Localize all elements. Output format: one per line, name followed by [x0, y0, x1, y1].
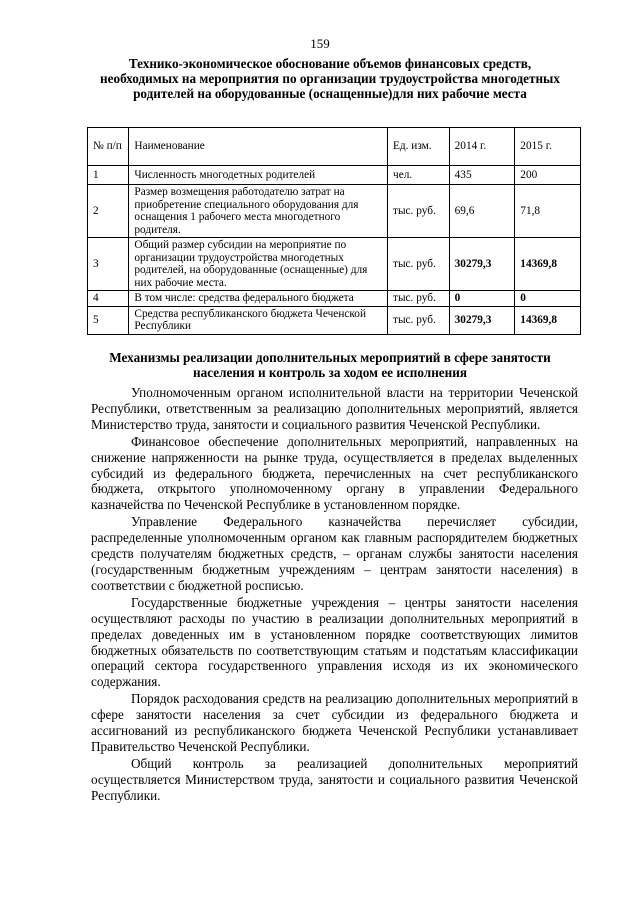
row-name: Численность многодетных родителей [129, 166, 388, 185]
header-name: Наименование [129, 128, 388, 166]
row-2015: 200 [515, 166, 581, 185]
row-2015: 0 [515, 291, 581, 307]
row-unit: тыс. руб. [388, 238, 450, 291]
row-2014: 0 [449, 291, 515, 307]
table-row [88, 306, 581, 334]
table-row [88, 291, 581, 307]
row-2014: 30279,3 [449, 306, 515, 334]
paragraph: Порядок расходования средств на реализацию дополнительных мероприятий в сфере занятости населения за счет субсидии из федерального бюджета и ассигнований из республиканского бюджета Чеченской Республики устанавливает Правительство Чеченской Республики. [91, 691, 578, 754]
row-name: Средства республиканского бюджета Чеченской Республики [129, 306, 388, 334]
row-num: 5 [88, 306, 129, 334]
row-2015: 14369,8 [515, 238, 581, 291]
body-text [91, 385, 578, 804]
paragraph: Управление Федерального казначейства перечисляет субсидии, распределенные уполномоченным органом как главным распорядителем бюджетных средств получателям бюджетных средств, – органам службы занятости населения (государственным бюджетным учреждениям – центрам занятости населения) в соответствии с бюджетной росписью. [91, 514, 578, 593]
row-num: 2 [88, 185, 129, 238]
row-name: Размер возмещения работодателю затрат на приобретение специального оборудования для оснащения 1 рабочего места многодетного родителя. [129, 185, 388, 238]
table-row [88, 238, 581, 291]
page-number: 159 [310, 36, 330, 51]
row-2014: 69,6 [449, 185, 515, 238]
paragraph: Общий контроль за реализацией дополнительных мероприятий осуществляется Министерством труда, занятости и социального развития Чеченской Республики. [91, 755, 578, 803]
header-2015: 2015 г. [515, 128, 581, 166]
row-2015: 14369,8 [515, 306, 581, 334]
paragraph: Уполномоченным органом исполнительной власти на территории Чеченской Республики, ответственным за реализацию дополнительных мероприятий, является Министерство труда, занятости и социального развития Чеченской Республики. [91, 385, 578, 432]
paragraph: Финансовое обеспечение дополнительных мероприятий, направленных на снижение напряженности на рынке труда, осуществляется в пределах выделенных субсидий из федерального бюджета, перечисленных на счет республиканского бюджета, открытого уполномоченному органу в управлении Федерального казначейства по Чеченской Республике в установленном порядке. [91, 433, 578, 513]
row-2015: 71,8 [515, 185, 581, 238]
financial-table [87, 127, 581, 335]
document-title: Технико-экономическое обоснование объемов финансовых средств, необходимых на мероприятия по организации трудоустройства многодетных родителей на оборудованные (оснащенные)для них рабочие места [100, 56, 560, 101]
header-unit: Ед. изм. [388, 128, 450, 166]
row-2014: 435 [449, 166, 515, 185]
table-header-row [88, 128, 581, 166]
table-row [88, 185, 581, 238]
row-num: 1 [88, 166, 129, 185]
row-name: В том числе: средства федерального бюджета [129, 291, 388, 307]
table-row [88, 166, 581, 185]
row-unit: тыс. руб. [388, 291, 450, 307]
row-name: Общий размер субсидии на мероприятие по организации трудоустройства многодетных родителей, на оборудованные (оснащенные) для них рабочие места. [129, 238, 388, 291]
header-num: № п/п [88, 128, 129, 166]
row-unit: тыс. руб. [388, 306, 450, 334]
paragraph: Государственные бюджетные учреждения – центры занятости населения осуществляют расходы по участию в реализации дополнительных мероприятий в пределах доведенных им в установленном порядке соответствующих лимитов бюджетных обязательств по соответствующим статьям и подстатьям классификации операций сектора государственного управления исходя из их экономического содержания. [91, 594, 578, 690]
row-unit: чел. [388, 166, 450, 185]
row-2014: 30279,3 [449, 238, 515, 291]
row-num: 4 [88, 291, 129, 307]
header-2014: 2014 г. [449, 128, 515, 166]
section-heading: Механизмы реализации дополнительных мероприятий в сфере занятости населения и контроль за ходом ее исполнения [109, 350, 551, 380]
row-unit: тыс. руб. [388, 185, 450, 238]
row-num: 3 [88, 238, 129, 291]
